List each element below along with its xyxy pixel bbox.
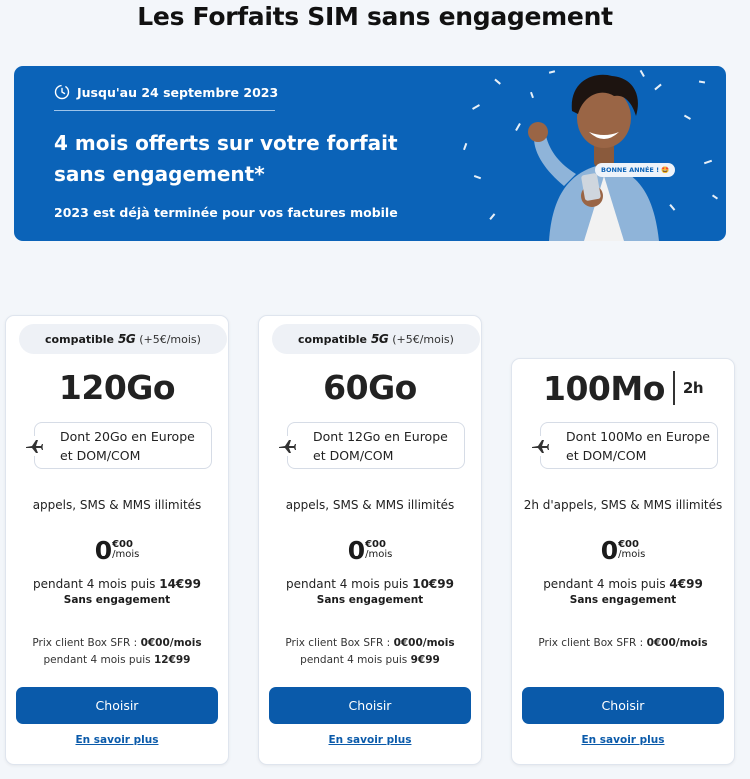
data-amount: 120Go	[58, 368, 176, 407]
no-commitment-label: Sans engagement	[316, 594, 424, 606]
europe-data-box: Dont 12Go en Europe et DOM/COM	[287, 422, 465, 469]
promo-date-text: Jusqu'au 24 septembre 2023	[77, 84, 279, 100]
plan-card-60go	[258, 315, 482, 765]
price-after-promo: pendant 4 mois puis 14€99	[33, 577, 201, 591]
divider	[54, 110, 275, 111]
plan-card-100mo	[511, 358, 735, 765]
europe-data-box: Dont 20Go en Europe et DOM/COM	[34, 422, 212, 469]
learn-more-link[interactable]: En savoir plus	[75, 734, 159, 746]
choose-button[interactable]: Choisir	[522, 687, 724, 724]
promo-date	[54, 84, 278, 100]
calls-text: 2h d'appels, SMS & MMS illimités	[523, 498, 723, 512]
choose-button[interactable]: Choisir	[269, 687, 471, 724]
divider	[673, 371, 675, 405]
celebration-illustration	[454, 66, 726, 241]
box-client-price: Prix client Box SFR : 0€00/mois	[538, 637, 708, 649]
price: 0€00 /mois	[94, 536, 140, 565]
promo-banner[interactable]	[14, 66, 726, 241]
promo-headline: 4 mois offerts sur votre forfait sans engagement*	[54, 131, 398, 186]
calls-text: appels, SMS & MMS illimités	[285, 498, 455, 512]
greeting-bubble: BONNE ANNÉE ! 🤩	[595, 163, 675, 177]
no-commitment-label: Sans engagement	[63, 594, 171, 606]
plane-icon	[24, 436, 44, 456]
plane-icon	[277, 436, 297, 456]
minutes-included: 2h	[682, 378, 704, 397]
box-client-price: Prix client Box SFR : 0€00/mois pendant 4 mois puis 12€99	[32, 637, 202, 666]
no-commitment-label: Sans engagement	[569, 594, 677, 606]
page-title: Les Forfaits SIM sans engagement	[137, 2, 613, 31]
learn-more-link[interactable]: En savoir plus	[328, 734, 412, 746]
calls-text: appels, SMS & MMS illimités	[32, 498, 202, 512]
5g-badge: compatible 5G (+5€/mois)	[272, 324, 480, 354]
learn-more-link[interactable]: En savoir plus	[581, 734, 665, 746]
europe-data-box: Dont 100Mo en Europe et DOM/COM	[540, 422, 718, 469]
plan-card-120go	[5, 315, 229, 765]
choose-button[interactable]: Choisir	[16, 687, 218, 724]
price-after-promo: pendant 4 mois puis 4€99	[543, 577, 703, 591]
data-amount: 60Go	[323, 368, 417, 407]
clock-icon	[54, 84, 70, 100]
box-client-price: Prix client Box SFR : 0€00/mois pendant 4 mois puis 9€99	[285, 637, 455, 666]
5g-icon: 5G	[118, 332, 136, 346]
price-after-promo: pendant 4 mois puis 10€99	[286, 577, 454, 591]
price: 0€00 /mois	[600, 536, 646, 565]
data-amount: 100Mo 2h	[542, 369, 704, 408]
plane-icon	[530, 436, 550, 456]
price: 0€00 /mois	[347, 536, 393, 565]
5g-icon: 5G	[371, 332, 389, 346]
promo-subline: 2023 est déjà terminée pour vos factures mobile	[54, 205, 398, 220]
5g-badge: compatible 5G (+5€/mois)	[19, 324, 227, 354]
